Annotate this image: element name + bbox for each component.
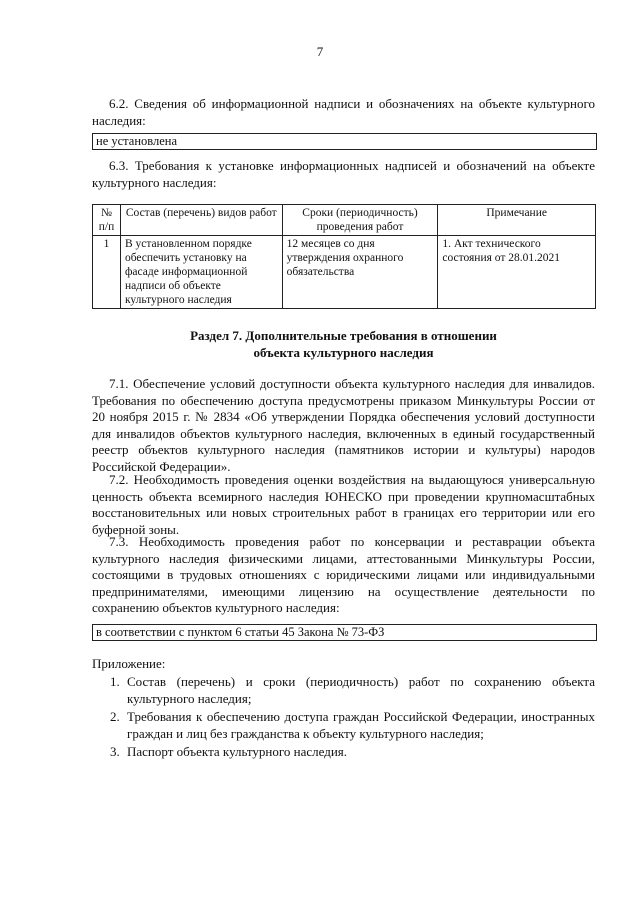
header-number: № п/п xyxy=(93,205,121,236)
paragraph-7-2: 7.2. Необходимость проведения оценки воздействия на выдающуюся универсальную ценность объекта всемирного наследия ЮНЕСКО при проведении крупномасштабных восстановительных или новых строительных работ в границах его территории или его буферной зоны. xyxy=(92,472,595,537)
paragraph-7-1: 7.1. Обеспечение условий доступности объекта культурного наследия для инвалидов. Требования по обеспечению доступа предусмотрены приказом Минкультуры России от 20 ноября 2015 г. № 2834 «Об утверждении Порядка обеспечения условий доступности для инвалидов объектов культурного наследия, включенных в единый государственный реестр объектов культурного наследия (памятников истории и культуры) народов Российской Федерации». xyxy=(92,376,595,474)
paragraph-6-2: 6.2. Сведения об информационной надписи и обозначениях на объекте культурного наследия: xyxy=(92,96,595,128)
section-7-heading xyxy=(92,328,595,361)
paragraph-7-3: 7.3. Необходимость проведения работ по консервации и реставрации объекта культурного наследия физическими лицами, аттестованными Минкультуры России, состоящими в трудовых отношениях с юридическими лицами или индивидуальными предпринимателями, имеющими лицензию на осуществление деятельности по сохранению объектов культурного наследия: xyxy=(92,534,595,616)
list-item xyxy=(92,744,595,761)
list-item-text: Паспорт объекта культурного наследия. xyxy=(127,744,348,760)
works-table xyxy=(92,204,596,309)
list-item-number: 3. xyxy=(110,744,120,760)
list-item-number: 2. xyxy=(110,709,120,725)
paragraph-6-3: 6.3. Требования к установке информационных надписей и обозначений на объекте культурного наследия: xyxy=(92,158,595,190)
restoration-requirement-box: в соответствии с пунктом 6 статьи 45 Закона № 73-ФЗ xyxy=(92,624,597,641)
list-item-text: Состав (перечень) и сроки (периодичность) работ по сохранению объекта культурного наследия; xyxy=(127,674,595,706)
row-number: 1 xyxy=(93,236,121,309)
row-work: В установленном порядке обеспечить установку на фасаде информационной надписи об объекте культурного наследия xyxy=(120,236,282,309)
appendix-title: Приложение: xyxy=(92,656,166,671)
list-item xyxy=(92,709,595,742)
table-row xyxy=(93,236,596,309)
header-note: Примечание xyxy=(438,205,596,236)
list-item-number: 1. xyxy=(110,674,120,689)
appendix-list xyxy=(92,674,595,763)
header-work: Состав (перечень) видов работ xyxy=(120,205,282,236)
inscription-info-box: не установлена xyxy=(92,133,597,150)
section-7-heading-line1: Раздел 7. Дополнительные требования в отношении xyxy=(190,328,497,343)
table-header-row xyxy=(93,205,596,236)
page-number: 7 xyxy=(316,44,324,59)
row-note: 1. Акт технического состояния от 28.01.2021 xyxy=(438,236,596,309)
section-7-heading-line2: объекта культурного наследия xyxy=(253,344,434,360)
list-item xyxy=(92,674,595,707)
header-term: Сроки (периодичность) проведения работ xyxy=(282,205,438,236)
list-item-text: Требования к обеспечению доступа граждан Российской Федерации, иностранных граждан и лиц без гражданства к объекту культурного наследия; xyxy=(127,709,595,741)
row-term: 12 месяцев со дня утверждения охранного обязательства xyxy=(282,236,438,309)
